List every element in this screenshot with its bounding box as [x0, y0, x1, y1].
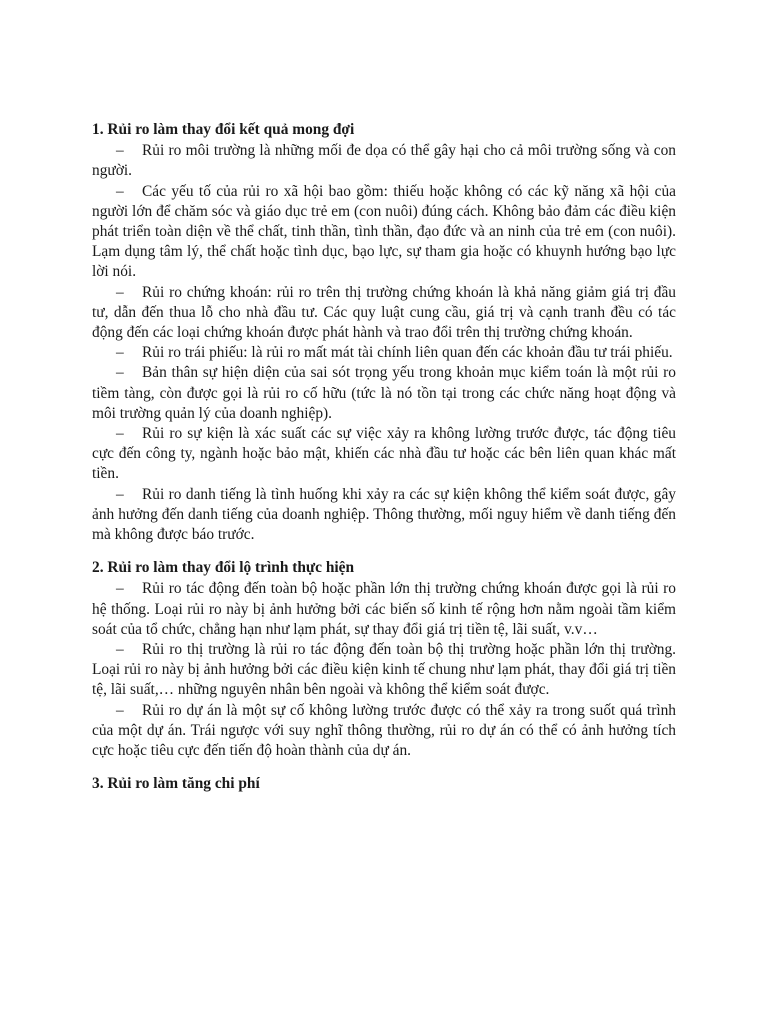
- list-item: [92, 141, 676, 181]
- item-text: Các yếu tố của rủi ro xã hội bao gồm: thiếu hoặc không có các kỹ năng xã hội của người lớn để chăm sóc và giáo dục trẻ em (con nuôi) đúng cách. Không bảo đảm các điều kiện phát triển toàn diện về thể chất, tinh thần, tình thần, đạo đức và an ninh của trẻ em (con nuôi). Lạm dụng tâm lý, thể chất hoặc tình dục, bạo lực, sự tham gia hoặc có khuynh hướng bạo lực lời nói.: [92, 182, 676, 281]
- item-text: Rủi ro môi trường là những mối đe dọa có thể gây hại cho cả môi trường sống và con người.: [92, 142, 676, 180]
- document-page: [92, 120, 676, 796]
- list-item: [92, 579, 676, 640]
- list-item: [92, 640, 676, 701]
- list-item: [92, 343, 676, 363]
- item-text: Bản thân sự hiện diện của sai sót trọng yếu trong khoản mục kiểm toán là một rủi ro tiềm tàng, còn được gọi là rủi ro cố hữu (tức là nó tồn tại trong các chức năng hoạt động và môi trường quản lý của doanh nghiệp).: [92, 364, 676, 422]
- item-text: Rủi ro danh tiếng là tình huống khi xảy ra các sự kiện không thể kiểm soát được, gây ảnh hưởng đến danh tiếng của doanh nghiệp. Thông thường, mối nguy hiểm về danh tiếng đến mà không được báo trước.: [92, 485, 676, 544]
- dash-bullet: –: [116, 283, 124, 301]
- item-text: Rủi ro dự án là một sự cố không lường trước được có thể xảy ra trong suốt quá trình của một dự án. Trái ngược với suy nghĩ thông thường, rủi ro dự án có thể có ảnh hưởng tích cực hoặc tiêu cực đến tiến độ hoàn thành của dự án.: [92, 701, 676, 760]
- list-item: [92, 283, 676, 344]
- dash-bullet: –: [116, 641, 124, 659]
- section-heading: 2. Rủi ro làm thay đổi lộ trình thực hiện: [92, 559, 355, 577]
- dash-bullet: –: [116, 425, 124, 443]
- list-item: [92, 363, 676, 424]
- list-item: [92, 485, 676, 546]
- list-item: [92, 424, 676, 485]
- dash-bullet: –: [116, 701, 124, 719]
- section-heading: 1. Rủi ro làm thay đổi kết quả mong đợi: [92, 121, 355, 138]
- dash-bullet: –: [116, 142, 124, 160]
- section-heading: 3. Rủi ro làm tăng chi phí: [92, 775, 260, 793]
- item-text: Rủi ro sự kiện là xác suất các sự việc xảy ra không lường trước được, tác động tiêu cực đến công ty, ngành hoặc bảo mật, khiến các nhà đầu tư hoặc các bên liên quan khác mất tiền.: [92, 425, 676, 483]
- item-text: Rủi ro chứng khoán: rủi ro trên thị trường chứng khoán là khả năng giảm giá trị đầu tư, dẫn đến thua lỗ cho nhà đầu tư. Các quy luật cung cầu, giá trị và cạnh tranh đều có tác động đến các loại chứng khoán được phát hành và trao đổi trên thị trường chứng khoán.: [92, 283, 676, 342]
- dash-bullet: –: [116, 485, 124, 503]
- dash-bullet: –: [116, 344, 124, 362]
- list-item: [92, 182, 676, 283]
- section-1: [92, 120, 676, 545]
- dash-bullet: –: [116, 580, 124, 598]
- section-3: [92, 774, 676, 794]
- item-text: Rủi ro trái phiếu: là rủi ro mất mát tài chính liên quan đến các khoản đầu tư trái phiếu.: [142, 344, 673, 362]
- dash-bullet: –: [116, 182, 124, 200]
- dash-bullet: –: [116, 364, 124, 382]
- section-2: [92, 558, 676, 761]
- list-item: [92, 701, 676, 762]
- item-text: Rủi ro thị trường là rủi ro tác động đến toàn bộ thị trường hoặc phần lớn thị trường. Loại rủi ro này bị ảnh hưởng bởi các điều kiện kinh tế chung như lạm phát, thay đổi giá trị tiền tệ, lãi suất,… những nguyên nhân bên ngoài và không thể kiểm soát được.: [92, 641, 676, 699]
- item-text: Rủi ro tác động đến toàn bộ hoặc phần lớn thị trường chứng khoán được gọi là rủi ro hệ thống. Loại rủi ro này bị ảnh hưởng bởi các biến số kinh tế rộng hơn nằm ngoài tầm kiểm soát của tổ chức, chẳng hạn như lạm phát, sự thay đổi giá trị tiền tệ, lãi suất, v.v…: [92, 580, 676, 638]
